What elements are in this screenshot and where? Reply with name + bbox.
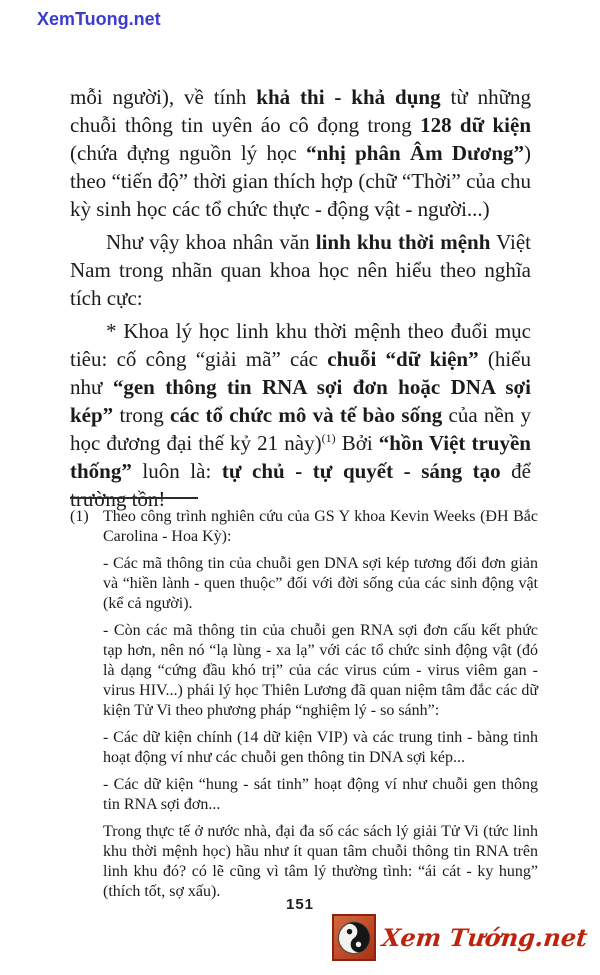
page-number: 151 xyxy=(285,896,315,913)
footnote-marker: (1) xyxy=(70,508,89,525)
site-watermark-link[interactable]: XemTuong.net xyxy=(37,9,161,29)
paragraph: mỗi người), về tính khả thi - khả dụng từ những chuỗi thông tin uyên áo cô đọng trong 128 dữ kiện (chứa đựng nguồn lý học “nhị phân Âm Dương”) theo “tiến độ” thời gian thích hợp (chữ “Thời” của chu kỳ sinh học các tổ chức thực - động vật - người...) xyxy=(70,85,532,221)
site-logo-link[interactable] xyxy=(332,914,587,961)
footnote-paragraph: Theo công trình nghiên cứu của GS Y khoa Kevin Weeks (ĐH Bắc Carolina - Hoa Kỳ): xyxy=(103,508,538,545)
footnote-content xyxy=(103,507,538,902)
footnote-reference: (1) xyxy=(321,431,336,445)
body-text xyxy=(70,83,531,513)
footnote-paragraph: - Các mã thông tin của chuỗi gen DNA sợi kép tương đối đơn giản và “hiền lành - quen thuộc” đối với đời sống của các sinh động vật (kể cả người). xyxy=(103,555,538,612)
footnote-section xyxy=(70,497,538,902)
paragraph: Như vậy khoa nhân văn linh khu thời mệnh Việt Nam trong nhãn quan khoa học nên hiểu theo nghĩa tích cực: xyxy=(70,230,532,310)
logo-text: Xem Tướng.net xyxy=(380,923,589,952)
footnote-paragraph: - Còn các mã thông tin của chuỗi gen RNA sợi đơn cấu kết phức tạp hơn, nên nó “lạ lùng - xa lạ” với các tổ chức sinh động vật (đó là dạng “cứng đầu khó trị” của các virus cúm - virus viêm gan - virus HIV...) phái lý học Thiên Lương đã quan niệm tâm đắc các dữ kiện Tử Vi theo phương pháp “nghiệm lý - so sánh”: xyxy=(103,622,538,719)
footnote-paragraph: Trong thực tế ở nước nhà, đại đa số các sách lý giải Tử Vi (tức linh khu thời mệnh học) hầu như ít quan tâm chuỗi thông tin RNA trên linh khu đó? có lẽ cũng vì tâm lý thường tình: “ái cát - ky hung” (thích tốt, sợ xấu). xyxy=(103,823,538,900)
footnote-paragraph: - Các dữ kiện “hung - sát tinh” hoạt động ví như chuỗi gen thông tin RNA sợi đơn... xyxy=(103,776,538,813)
footnote-block xyxy=(70,507,538,902)
footnote-rule xyxy=(70,497,198,499)
paragraph: * Khoa lý học linh khu thời mệnh theo đuổi mục tiêu: cố công “giải mã” các chuỗi “dữ kiện” (hiểu như “gen thông tin RNA sợi đơn hoặc DNA sợi kép” trong các tổ chức mô và tế bào sống của nền y học đương đại thế kỷ 21 này)$^{(1)}$ Bởi “hồn Việt truyền thống” luôn là: tự chủ - tự quyết - sáng tạo để trường tồn! xyxy=(70,319,532,511)
yin-yang-icon xyxy=(332,914,376,961)
footnote-paragraph: - Các dữ kiện chính (14 dữ kiện VIP) và các trung tinh - bàng tinh hoạt động ví như các chuỗi gen thông tin DNA sợi kép... xyxy=(103,729,538,766)
